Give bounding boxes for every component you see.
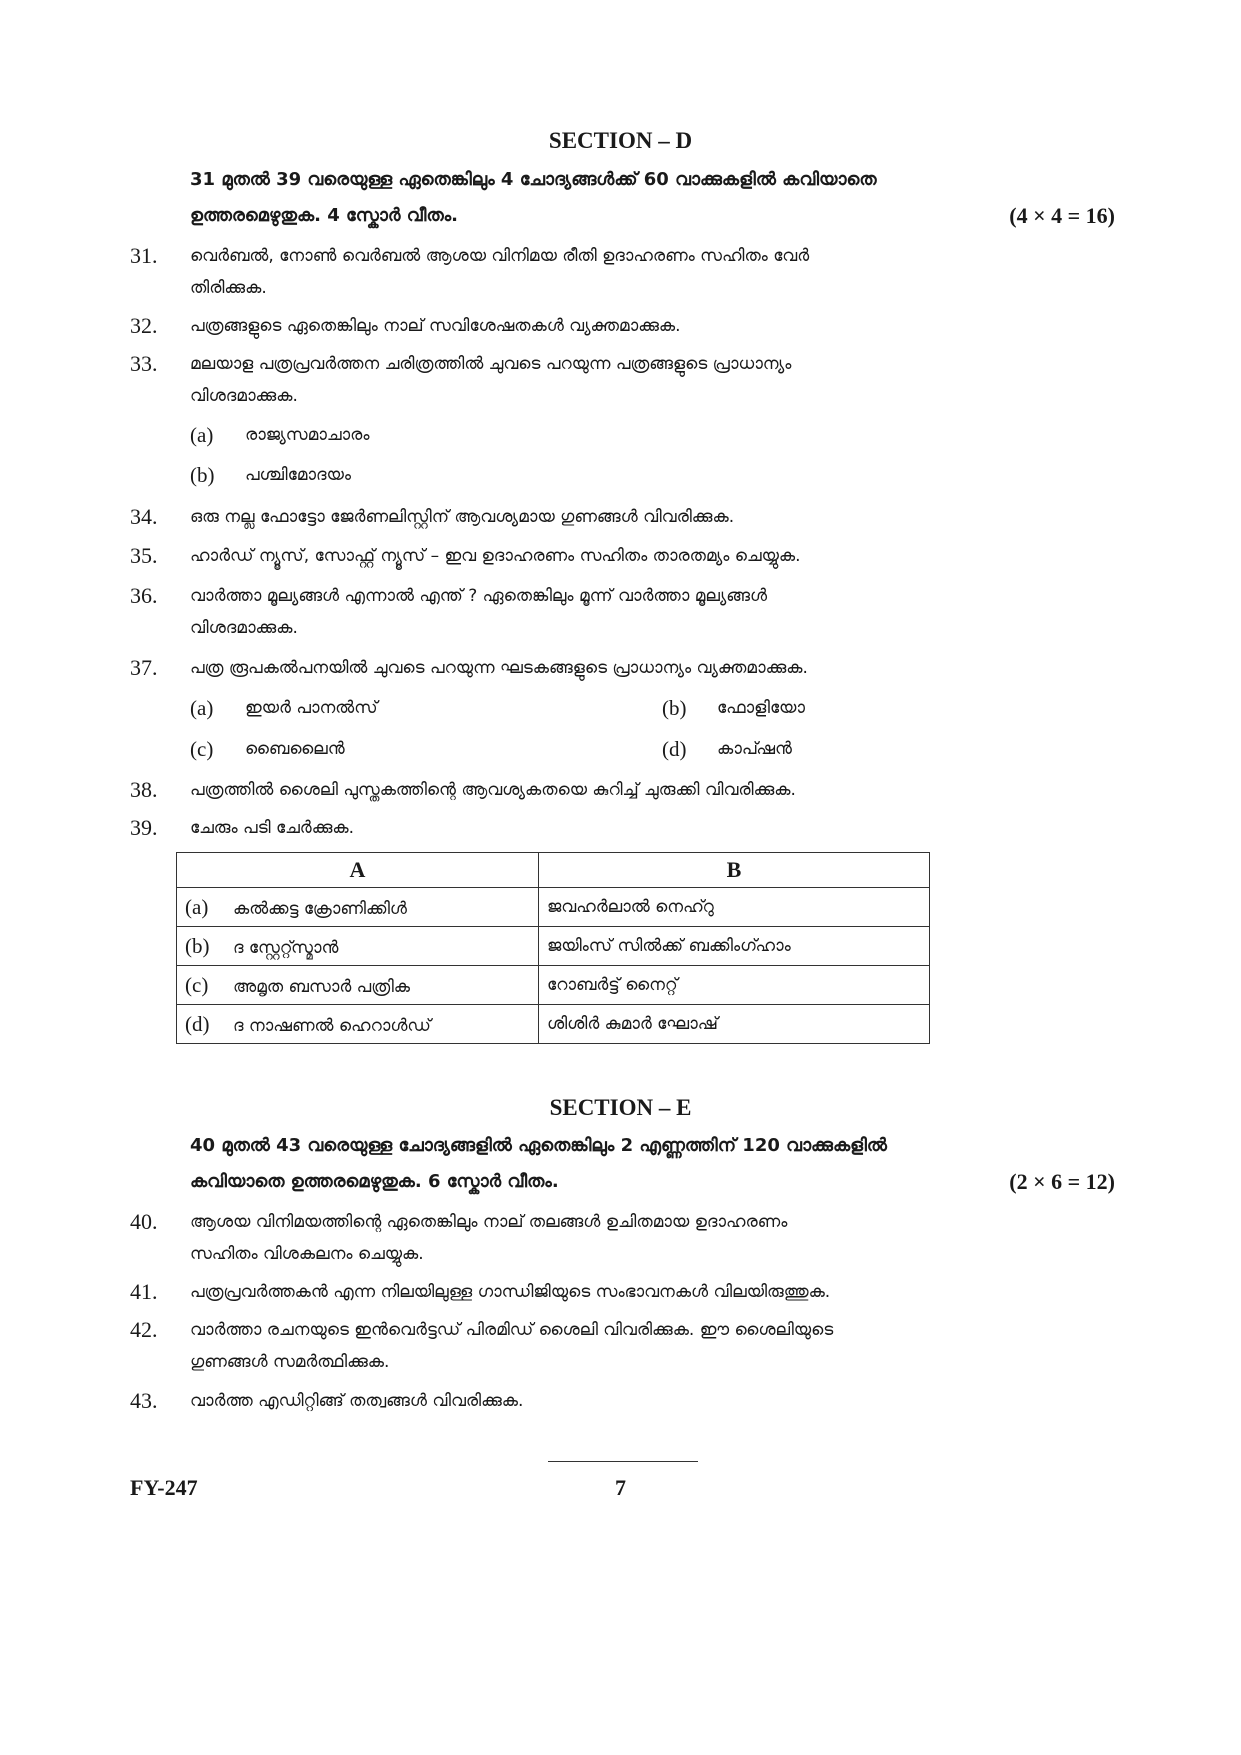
column-header-b: B bbox=[539, 853, 930, 888]
section-d-title: SECTION – D bbox=[548, 128, 693, 153]
cell-b: റോബർട്ട് നൈറ്റ് bbox=[539, 966, 930, 1005]
row-label: (d) bbox=[185, 1011, 210, 1036]
column-header-a: A bbox=[177, 853, 539, 888]
row-label: (c) bbox=[185, 972, 209, 997]
question-number: 40. bbox=[130, 1209, 158, 1234]
question-number: 38. bbox=[130, 777, 158, 802]
question-number: 32. bbox=[130, 313, 158, 338]
question-text: വാർത്ത എഡിറ്റിങ്ങ് തത്വങ്ങൾ വിവരിക്കുക. bbox=[190, 1391, 524, 1411]
cell-a-text: ദ നാഷണൽ ഹെറാൾഡ് bbox=[233, 1015, 431, 1036]
option-label: (a) bbox=[190, 696, 214, 720]
question-text: പത്രങ്ങളുടെ ഏതെങ്കിലും നാല് സവിശേഷതകൾ വ്യക്തമാക്കുക. bbox=[190, 316, 681, 336]
question-text: പത്ര രൂപകൽപനയിൽ ചുവടെ പറയുന്ന ഘടകങ്ങളുടെ പ്രാധാന്യം വ്യക്തമാക്കുക. bbox=[190, 658, 808, 678]
cell-b: ജവഹർലാൽ നെഹ്റു bbox=[539, 888, 930, 927]
question-number: 37. bbox=[130, 655, 158, 680]
table-row bbox=[177, 966, 930, 1005]
option-text: കാപ്ഷൻ bbox=[717, 739, 792, 759]
question-text: ചേരും പടി ചേർക്കുക. bbox=[190, 818, 355, 838]
option-text: ബൈലൈൻ bbox=[245, 739, 345, 759]
question-number: 43. bbox=[130, 1388, 158, 1413]
cell-a bbox=[177, 966, 539, 1005]
cell-a-text: അമൃത ബസാർ പത്രിക bbox=[233, 976, 411, 997]
question-text: വിശദമാക്കുക. bbox=[190, 618, 298, 638]
question-text: തിരിക്കുക. bbox=[190, 278, 267, 298]
section-d-instruction bbox=[190, 162, 1115, 234]
question-text: വിശദമാക്കുക. bbox=[190, 386, 298, 406]
option-label: (a) bbox=[190, 423, 214, 447]
question-text: ആശയ വിനിമയത്തിന്റെ ഏതെങ്കിലും നാല് തലങ്ങൾ ഉചിതമായ ഉദാഹരണം bbox=[190, 1212, 788, 1232]
question-text: പത്രപ്രവർത്തകൻ എന്ന നിലയിലുള്ള ഗാന്ധിജിയുടെ സംഭാവനകൾ വിലയിരുത്തുക. bbox=[190, 1282, 831, 1302]
instruction-line: ഉത്തരമെഴുതുക. 4 സ്കോർ വീതം. bbox=[190, 205, 459, 226]
question-number: 36. bbox=[130, 583, 158, 608]
section-e-title: SECTION – E bbox=[549, 1095, 692, 1120]
option-label: (c) bbox=[190, 737, 214, 761]
question-text: ഹാർഡ് ന്യൂസ്, സോഫ്റ്റ് ന്യൂസ് – ഇവ ഉദാഹരണം സഹിതം താരതമ്യം ചെയ്യുക. bbox=[190, 546, 801, 566]
cell-b: ജയിംസ് സിൽക്ക് ബക്കിംഗ്ഹാം bbox=[539, 927, 930, 966]
question-number: 33. bbox=[130, 351, 158, 376]
question-text: വെർബൽ, നോൺ വെർബൽ ആശയ വിനിമയ രീതി ഉദാഹരണം സഹിതം വേർ bbox=[190, 246, 810, 266]
end-rule bbox=[548, 1461, 698, 1462]
question-number: 35. bbox=[130, 543, 158, 568]
option-text: ഫോളിയോ bbox=[717, 698, 806, 718]
question-text: പത്രത്തിൽ ശൈലി പുസ്തകത്തിന്റെ ആവശ്യകതയെ കുറിച്ച് ചുരുക്കി വിവരിക്കുക. bbox=[190, 780, 796, 800]
table-row bbox=[177, 1005, 930, 1044]
section-e-marks: (2 × 6 = 12) bbox=[1009, 1169, 1115, 1194]
question-number: 41. bbox=[130, 1279, 158, 1304]
option-label: (b) bbox=[662, 696, 687, 720]
cell-b: ശിശിർ കുമാർ ഘോഷ് bbox=[539, 1005, 930, 1044]
row-label: (a) bbox=[185, 894, 209, 919]
option-label: (b) bbox=[190, 463, 215, 487]
paper-code: FY-247 bbox=[130, 1475, 198, 1500]
option-label: (d) bbox=[662, 737, 687, 761]
match-table-header bbox=[177, 853, 930, 888]
question-text: മലയാള പത്രപ്രവർത്തന ചരിത്രത്തിൽ ചുവടെ പറയുന്ന പത്രങ്ങളുടെ പ്രാധാന്യം bbox=[190, 354, 792, 374]
question-number: 31. bbox=[130, 243, 158, 268]
option-text: രാജ്യസമാചാരം bbox=[245, 425, 370, 445]
question-text: ഒരു നല്ല ഫോട്ടോ ജേർണലിസ്റ്റിന് ആവശ്യമായ ഗുണങ്ങൾ വിവരിക്കുക. bbox=[190, 507, 735, 527]
table-row bbox=[177, 888, 930, 927]
page-number: 7 bbox=[615, 1475, 626, 1500]
question-number: 39. bbox=[130, 815, 158, 840]
cell-a bbox=[177, 927, 539, 966]
match-table bbox=[176, 852, 930, 1044]
question-text: വാർത്താ രചനയുടെ ഇൻവെർട്ടഡ് പിരമിഡ് ശൈലി വിവരിക്കുക. ഈ ശൈലിയുടെ bbox=[190, 1320, 834, 1340]
section-d-marks: (4 × 4 = 16) bbox=[1009, 203, 1115, 228]
question-number: 42. bbox=[130, 1317, 158, 1342]
section-e-instruction bbox=[190, 1128, 1115, 1200]
question-text: സഹിതം വിശകലനം ചെയ്യുക. bbox=[190, 1244, 424, 1264]
question-text: ഗുണങ്ങൾ സമർത്ഥിക്കുക. bbox=[190, 1352, 390, 1372]
cell-a-text: ദ സ്റ്റേറ്റ്സ്മാൻ bbox=[233, 937, 339, 958]
question-text: വാർത്താ മൂല്യങ്ങൾ എന്നാൽ എന്ത് ? ഏതെങ്കിലും മൂന്ന് വാർത്താ മൂല്യങ്ങൾ bbox=[190, 586, 768, 606]
cell-a bbox=[177, 1005, 539, 1044]
table-row bbox=[177, 927, 930, 966]
option-text: പശ്ചിമോദയം bbox=[245, 465, 351, 485]
option-text: ഇയർ പാനൽസ് bbox=[245, 698, 378, 718]
row-label: (b) bbox=[185, 933, 210, 958]
instruction-line: കവിയാതെ ഉത്തരമെഴുതുക. 6 സ്കോർ വീതം. bbox=[190, 1171, 559, 1192]
cell-a bbox=[177, 888, 539, 927]
instruction-line: 40 മുതൽ 43 വരെയുള്ള ചോദ്യങ്ങളിൽ ഏതെങ്കിലും 2 എണ്ണത്തിന് 120 വാക്കുകളിൽ bbox=[190, 1135, 887, 1156]
instruction-line: 31 മുതൽ 39 വരെയുള്ള ഏതെങ്കിലും 4 ചോദ്യങ്ങൾക്ക് 60 വാക്കുകളിൽ കവിയാതെ bbox=[190, 169, 877, 190]
question-number: 34. bbox=[130, 504, 158, 529]
cell-a-text: കൽക്കട്ട ക്രോണിക്കിൾ bbox=[233, 898, 407, 919]
